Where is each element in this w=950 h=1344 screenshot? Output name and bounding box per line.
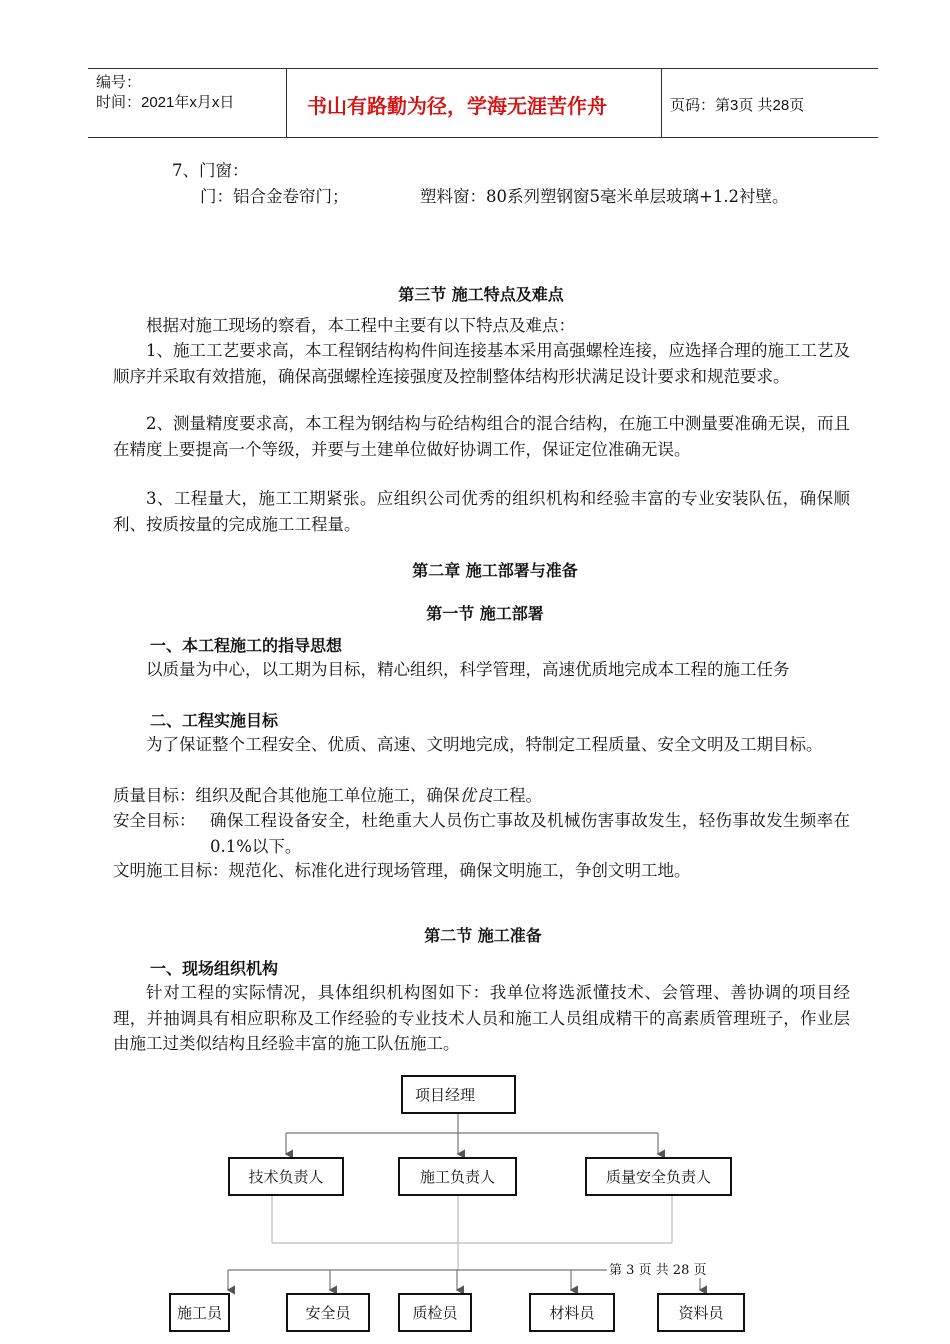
civil-goal-text: 规范化、标准化进行现场管理，确保文明施工，争创文明工地。 [228,861,691,880]
paragraph: 为了保证整个工程安全、优质、高速、文明地完成，特制定工程质量、安全文明及工期目标。 [146,735,823,754]
org-box-construction-worker: 施工员 [169,1293,230,1332]
org-box-safety-officer: 安全员 [286,1293,370,1332]
chapter-title: 第二章 施工部署与准备 [412,561,578,580]
org-box-construction-lead: 施工负责人 [398,1157,517,1196]
paragraph: 根据对施工现场的察看，本工程中主要有以下特点及难点： [146,316,575,335]
paragraph: 1、施工工艺要求高，本工程钢结构构件间连接基本采用高强螺栓连接，应选择合理的施工工艺及顺序并采取有效措施，确保高强螺栓连接强度及控制整体结构形状满足设计要求和规范要求。 [113,341,850,386]
quality-goal-emphasis: 优良 [459,786,493,805]
org-box-project-manager: 项目经理 [401,1075,516,1114]
doors-heading: 7、门窗： [172,161,249,180]
safety-goal-label: 安全目标： [113,811,196,830]
paragraph: 以质量为中心，以工期为目标，精心组织，科学管理，高速优质地完成本工程的施工任务 [146,660,790,679]
safety-goal-text: 确保工程设备安全，杜绝重大人员伤亡事故及机械伤害事故发生，轻伤事故发生频率在0.1%以下。 [210,811,850,856]
quality-goal-text-end: 工程。 [492,786,542,805]
paragraph: 3、工程量大，施工工期紧张。应组织公司优秀的组织机构和经验丰富的专业安装队伍，确保顺利、按质按量的完成施工工程量。 [113,489,850,534]
section-title: 第一节 施工部署 [426,604,544,623]
org-box-records-officer: 资料员 [657,1293,745,1332]
quality-goal-text: 组织及配合其他施工单位施工，确保 [195,786,460,805]
subheading: 一、现场组织机构 [150,959,279,978]
paragraph: 针对工程的实际情况，具体组织机构图如下：我单位将选派懂技术、会管理、善协调的项目经理，并抽调具有相应职称及工作经验的专业技术人员和施工人员组成精干的高素质管理班子，作业层由施工过类似结构且经验丰富的施工队伍施工。 [113,983,850,1053]
subheading: 二、工程实施目标 [150,711,279,730]
subheading: 一、本工程施工的指导思想 [150,636,343,655]
header-motto: 书山有路勤为径，学海无涯苦作舟 [307,94,607,118]
footer-page-number: 第 3 页 共 28 页 [607,1259,708,1278]
civil-goal-label: 文明施工目标： [113,861,229,880]
window-spec: 塑料窗：80系列塑钢窗5毫米单层玻璃+1.2衬壁。 [420,187,789,206]
document-number-label: 编号： [96,74,142,91]
section-title: 第三节 施工特点及难点 [398,285,564,304]
org-box-quality-safety-lead: 质量安全负责人 [585,1157,732,1196]
org-box-quality-inspector: 质检员 [398,1293,472,1332]
quality-goal-label: 质量目标： [113,786,196,805]
door-spec: 门：铝合金卷帘门； [200,187,349,206]
org-box-technical-lead: 技术负责人 [228,1157,344,1196]
org-box-materials-officer: 材料员 [529,1293,615,1332]
paragraph: 2、测量精度要求高，本工程为钢结构与砼结构组合的混合结构，在施工中测量要准确无误，而且在精度上要提高一个等级，并要与土建单位做好协调工作，保证定位准确无误。 [113,414,850,459]
section-title: 第二节 施工准备 [424,926,542,945]
document-date: 时间：2021年x月x日 [96,94,235,111]
header-page-number: 页码：第3页 共28页 [670,97,805,114]
